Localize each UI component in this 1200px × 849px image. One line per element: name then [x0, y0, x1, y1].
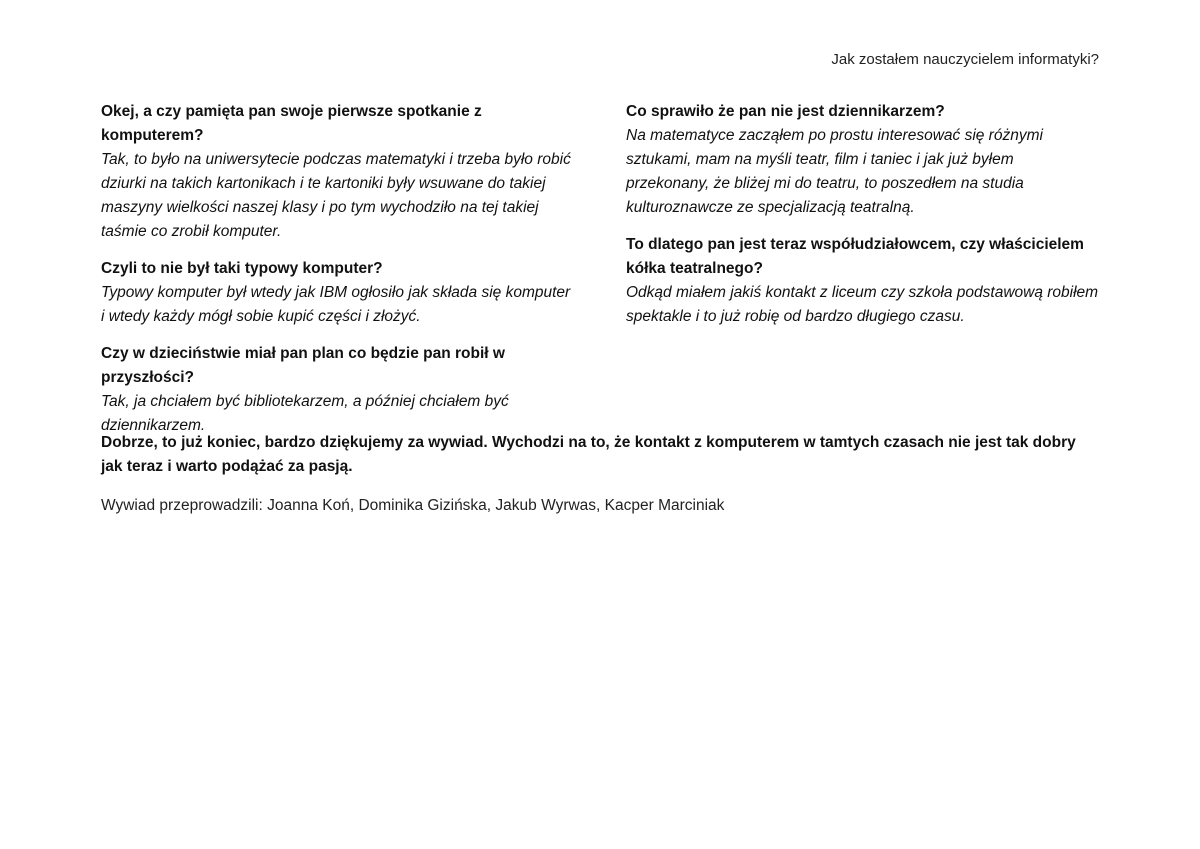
- question: To dlatego pan jest teraz współudziałowcem, czy właścicielem kółka teatralnego?: [626, 236, 1084, 277]
- answer: Tak, ja chciałem być bibliotekarzem, a później chciałem być dziennikarzem.: [101, 393, 509, 434]
- qa-block: [101, 100, 576, 244]
- qa-block: [101, 257, 576, 329]
- question: Okej, a czy pamięta pan swoje pierwsze spotkanie z komputerem?: [101, 103, 482, 144]
- answer: Odkąd miałem jakiś kontakt z liceum czy szkoła podstawową robiłem spektakle i to już robię od bardzo długiego czasu.: [626, 284, 1099, 325]
- left-column: [101, 100, 576, 451]
- qa-block: [626, 100, 1101, 220]
- answer: Typowy komputer był wtedy jak IBM ogłosiło jak składa się komputer i wtedy każdy mógł sobie kupić części i złożyć.: [101, 284, 571, 325]
- answer: Na matematyce zacząłem po prostu interesować się różnymi sztukami, mam na myśli teatr, film i taniec i jak już byłem przekonany, że bliżej mi do teatru, to poszedłem na studia kulturoznawcze ze specjalizacją teatralną.: [626, 127, 1043, 216]
- right-column: [626, 100, 1101, 451]
- answer: Tak, to było na uniwersytecie podczas matematyki i trzeba było robić dziurki na takich kartonikach i te kartoniki były wsuwane do takiej maszyny wielkości naszej klasy i po tym wychodziło na tej takiej taśmie co zrobił komputer.: [101, 151, 571, 240]
- closing-statement: Dobrze, to już koniec, bardzo dziękujemy za wywiad. Wychodzi na to, że kontakt z komputerem w tamtych czasach nie jest tak dobry jak teraz i warto podążać za pasją.: [101, 434, 1076, 475]
- interview-columns: [101, 100, 1101, 451]
- question: Czy w dzieciństwie miał pan plan co będzie pan robił w przyszłości?: [101, 345, 505, 386]
- qa-block: [101, 342, 576, 438]
- question: Co sprawiło że pan nie jest dziennikarzem?: [626, 103, 945, 120]
- page-header-title: Jak zostałem nauczycielem informatyki?: [831, 51, 1099, 68]
- interview-credits: Wywiad przeprowadzili: Joanna Koń, Dominika Gizińska, Jakub Wyrwas, Kacper Marciniak: [101, 497, 725, 514]
- qa-block: [626, 233, 1101, 329]
- question: Czyli to nie był taki typowy komputer?: [101, 260, 383, 277]
